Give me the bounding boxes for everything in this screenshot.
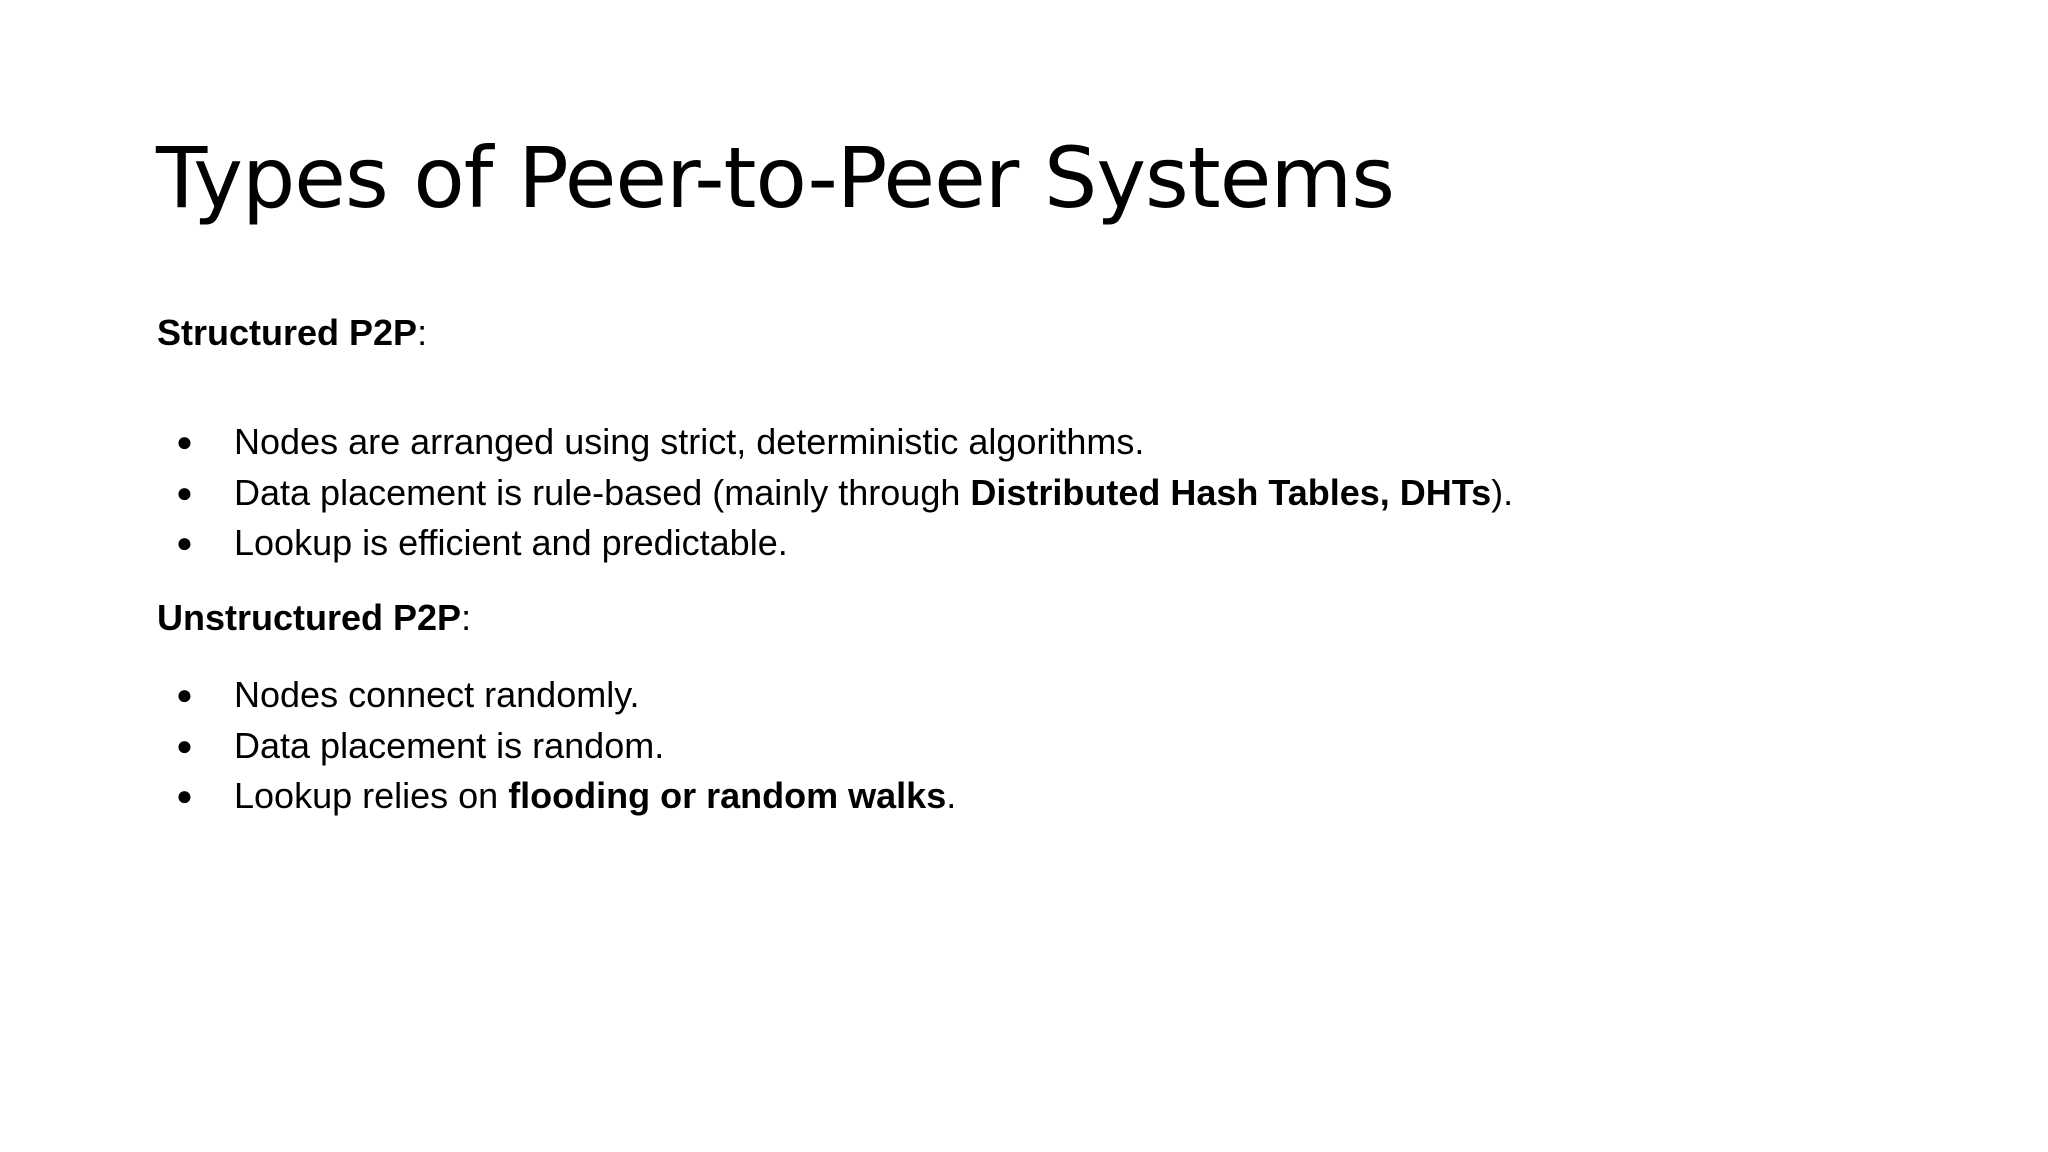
bullet-bold-text: Distributed Hash Tables, DHTs	[970, 471, 1492, 513]
section-heading-bold: Structured P2P	[157, 312, 418, 353]
bullet-text: Data placement is random.	[234, 724, 665, 766]
bullet-text: Nodes connect randomly.	[234, 674, 640, 715]
bullet-text: Lookup relies on	[234, 775, 509, 816]
section-heading-unstructured	[157, 593, 471, 643]
bullet-text: Data placement is rule-based (mainly through	[234, 471, 971, 513]
bullet-text: Nodes are arranged using strict, deterministic algorithms.	[234, 421, 1145, 462]
list-item	[0, 721, 956, 772]
bullet-icon: ●	[176, 527, 193, 558]
bullet-icon: ●	[176, 780, 193, 811]
list-item	[0, 771, 956, 822]
bullet-bold-text: flooding or random walks	[508, 775, 947, 816]
list-item	[0, 518, 1513, 569]
section-heading-bold: Unstructured P2P	[157, 597, 462, 638]
bullet-text: Lookup is efficient and predictable.	[234, 522, 788, 563]
bullet-icon: ●	[176, 729, 193, 761]
bullet-list-structured	[0, 417, 1513, 569]
section-heading-suffix: :	[461, 597, 472, 638]
bullet-icon: ●	[176, 476, 193, 508]
bullet-icon: ●	[176, 679, 193, 710]
bullet-list-unstructured	[0, 670, 956, 822]
list-item	[0, 417, 1513, 468]
section-heading-suffix: :	[417, 312, 428, 353]
slide-title: Types of Peer-to-Peer Systems	[156, 129, 1395, 227]
list-item	[0, 468, 1513, 519]
bullet-suffix: .	[946, 775, 957, 816]
bullet-suffix: ).	[1491, 471, 1514, 513]
section-heading-structured	[157, 308, 427, 358]
bullet-icon: ●	[176, 426, 193, 457]
list-item	[0, 670, 956, 721]
